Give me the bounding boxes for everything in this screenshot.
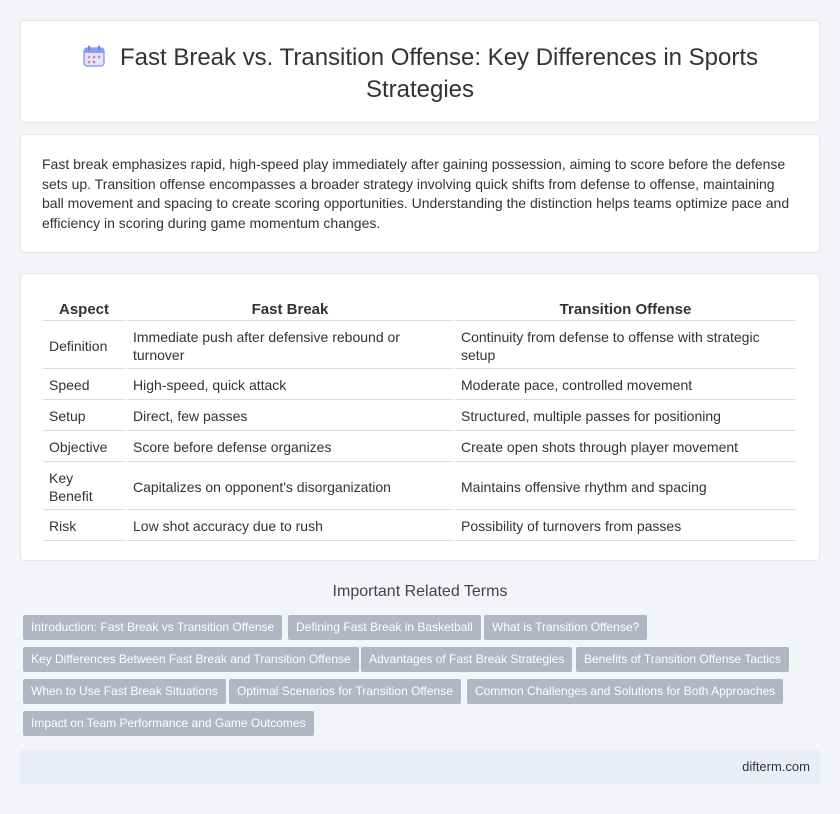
- related-term-tag[interactable]: Introduction: Fast Break vs Transition Offense: [23, 615, 282, 640]
- calendar-icon: [82, 44, 106, 75]
- header-fast-break: Fast Break: [127, 296, 453, 321]
- comparison-table: [41, 294, 798, 543]
- cell-aspect: Definition: [43, 323, 125, 369]
- page-title-wrap: [21, 43, 819, 104]
- cell-aspect: Setup: [43, 402, 125, 431]
- page-title: Fast Break vs. Transition Offense: Key Differences in Sports Strategies: [119, 44, 759, 103]
- cell-transition: Create open shots through player movement: [455, 433, 796, 462]
- cell-fast-break: Score before defense organizes: [127, 433, 453, 462]
- related-term-tag[interactable]: Impact on Team Performance and Game Outcomes: [23, 711, 314, 736]
- intro-card: [20, 134, 820, 253]
- header-transition-offense: Transition Offense: [455, 296, 796, 321]
- title-card: [20, 20, 820, 123]
- footer: [20, 750, 820, 784]
- table-row: [43, 512, 796, 541]
- related-term-tag[interactable]: Defining Fast Break in Basketball: [288, 615, 481, 640]
- cell-transition: Moderate pace, controlled movement: [455, 371, 796, 400]
- related-terms-title: Important Related Terms: [332, 583, 508, 600]
- cell-aspect: Key Benefit: [43, 464, 125, 510]
- table-row: [43, 402, 796, 431]
- related-term-tag[interactable]: Benefits of Transition Offense Tactics: [576, 647, 789, 672]
- cell-transition: Maintains offensive rhythm and spacing: [455, 464, 796, 510]
- related-term-tag[interactable]: Optimal Scenarios for Transition Offense: [229, 679, 461, 704]
- cell-fast-break: Direct, few passes: [127, 402, 453, 431]
- cell-aspect: Objective: [43, 433, 125, 462]
- cell-fast-break: Immediate push after defensive rebound or turnover: [127, 323, 453, 369]
- cell-fast-break: Capitalizes on opponent's disorganization: [127, 464, 453, 510]
- cell-aspect: Speed: [43, 371, 125, 400]
- related-term-tag[interactable]: Advantages of Fast Break Strategies: [361, 647, 572, 672]
- cell-transition: Structured, multiple passes for positioning: [455, 402, 796, 431]
- intro-paragraph: Fast break emphasizes rapid, high-speed play immediately after gaining possession, aiming to score before the defense sets up. Transition offense encompasses a broader strategy involving quick shifts from defense to offense, maintaining ball movement and spacing to create scoring opportunities. Understanding the distinction helps teams optimize pace and efficiency in scoring during game momentum changes.: [42, 156, 790, 231]
- footer-site-link[interactable]: difterm.com: [742, 759, 810, 774]
- comparison-table-card: [20, 273, 820, 561]
- cell-fast-break: Low shot accuracy due to rush: [127, 512, 453, 541]
- related-term-tag[interactable]: Key Differences Between Fast Break and Transition Offense: [23, 647, 359, 672]
- related-term-tag[interactable]: When to Use Fast Break Situations: [23, 679, 226, 704]
- related-term-tag[interactable]: Common Challenges and Solutions for Both Approaches: [467, 679, 783, 704]
- table-row: [43, 371, 796, 400]
- related-term-tag[interactable]: What is Transition Offense?: [484, 615, 647, 640]
- table-row: [43, 464, 796, 510]
- table-row: [43, 323, 796, 369]
- cell-aspect: Risk: [43, 512, 125, 541]
- cell-transition: Continuity from defense to offense with strategic setup: [455, 323, 796, 369]
- cell-transition: Possibility of turnovers from passes: [455, 512, 796, 541]
- cell-fast-break: High-speed, quick attack: [127, 371, 453, 400]
- header-aspect: Aspect: [43, 296, 125, 321]
- table-header-row: [43, 296, 796, 321]
- table-row: [43, 433, 796, 462]
